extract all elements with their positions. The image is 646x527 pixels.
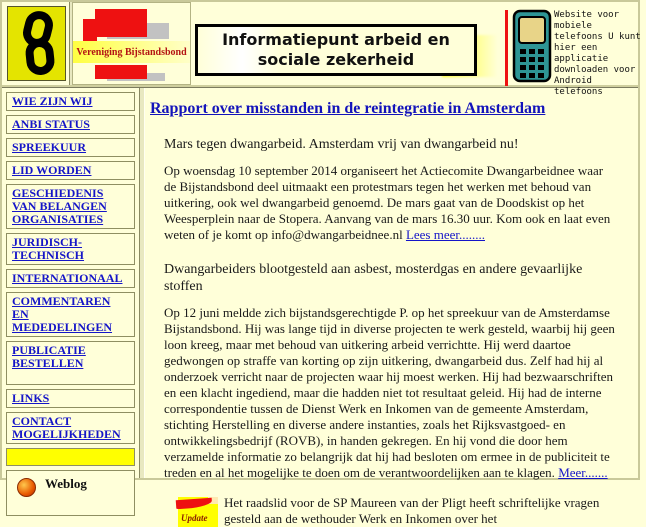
org-name: Vereniging Bijstandsbond xyxy=(76,46,187,58)
mobile-site-panel xyxy=(510,2,641,97)
update-graphic-swoosh xyxy=(176,498,213,509)
chain-icon xyxy=(8,67,65,84)
post1-text: Op woensdag 10 september 2014 organiseert het Actiecomite Dwangarbeidnee waar de Bijstandsbond deel uitmaakt een protestmars tegen het werken met behoud van uitkering, ook wel dwangarbeid genoemd. De mars gaat van de Doodskist op het Weesperplein naar de Stopera. Aanvang van de mars 16.30 uur. Kom ook en laat even weten of je komt op info@dwangarbeidnee.nl xyxy=(164,163,611,242)
weblog-icon xyxy=(17,478,36,497)
org-name-band xyxy=(73,41,190,63)
sidebar-item-lid-worden[interactable] xyxy=(6,161,135,180)
sidebar-item-wie-zijn-wij[interactable] xyxy=(6,92,135,111)
sidebar-item-links[interactable] xyxy=(6,389,135,408)
sidebar-link[interactable]: JURIDISCH-TECHNISCH xyxy=(12,235,85,262)
post2-body xyxy=(164,305,616,481)
weblog-label: Weblog xyxy=(45,476,87,491)
sidebar-item-internationaal[interactable] xyxy=(6,269,135,288)
sidebar-link[interactable]: LINKS xyxy=(12,391,50,405)
header xyxy=(2,2,641,97)
mobile-phone-icon[interactable] xyxy=(512,9,552,88)
sidebar-item-contact[interactable] xyxy=(6,412,135,444)
sidebar-link[interactable]: GESCHIEDENIS VAN BELANGEN ORGANISATIES xyxy=(12,186,107,226)
post3-text: Het raadslid voor de SP Maureen van der Pligt heeft schriftelijke vragen gesteld aan de wethouder Werk en Inkomen over het xyxy=(224,495,600,526)
update-graphic-label: Update xyxy=(181,513,208,523)
sidebar-item-publicatie-bestellen[interactable] xyxy=(6,341,135,385)
sidebar-item-commentaren[interactable] xyxy=(6,292,135,337)
yellow-spacer-box xyxy=(6,448,135,466)
sidebar-item-geschiedenis[interactable] xyxy=(6,184,135,229)
logo-frame xyxy=(2,2,69,85)
banner-red-shape xyxy=(95,9,147,37)
title-frame xyxy=(192,2,504,85)
post1-title: Mars tegen dwangarbeid. Amsterdam vrij van dwangarbeid nu! xyxy=(164,137,519,152)
site-title-box xyxy=(195,24,477,76)
banner-red-shape-bottom xyxy=(95,65,147,79)
red-divider-decoration xyxy=(505,10,508,86)
post3-body xyxy=(164,495,616,527)
post2-meer-link[interactable]: Meer....... xyxy=(558,465,608,480)
sidebar-link[interactable]: INTERNATIONAAL xyxy=(12,271,123,285)
sidebar-link[interactable]: WIE ZIJN WIJ xyxy=(12,94,93,108)
sidebar-item-weblog[interactable] xyxy=(6,470,135,516)
sidebar-item-juridisch-technisch[interactable] xyxy=(6,233,135,265)
sidebar-item-spreekuur[interactable] xyxy=(6,138,135,157)
update-graphic[interactable] xyxy=(178,497,218,527)
org-banner xyxy=(72,2,191,85)
banner-red-shape-small xyxy=(83,19,97,41)
post1-lees-meer-link[interactable]: Lees meer........ xyxy=(405,227,485,242)
post1-body xyxy=(164,163,616,243)
sidebar-nav xyxy=(2,88,139,491)
sidebar-link[interactable]: COMMENTAREN EN MEDEDELINGEN xyxy=(12,294,113,334)
site-title-line1: Informatiepunt arbeid en xyxy=(222,30,450,49)
post2-text: Op 12 juni meldde zich bijstandsgerechtigde P. op het spreekuur van de Amsterdamse Bijstandsbond. Hij was lange tijd in diverse projecten te werk gesteld, waarbij hij geen loon kreeg, maar met behoud van uitkering arbeid verrichtte. Hij werd daartoe gedwongen op straffe van korting op zijn uitkering, dwangarbeid dus. Zelf had hij al onderzoek verricht naar de projecten waar hij moest werken. Hij had bezwaarschriften en een klacht ingediend, maar die hadden niet tot resultaat geleid. Hij had de interne correspondentie tussen de Dienst Werk en Inkomen van de gemeente Amsterdam, stichting Herstelling en diverse andere instanties, zoals het Rijksvastgoed- en ontwikkelingsbedrijf (ROVB), in handen gekregen. En hij vond die door hem verzamelde informatie zo belangrijk dat hij had besloten om ermee in de publiciteit te treden en al het mogelijke te doen om de verantwoordelijken aan te klagen. xyxy=(164,305,615,480)
site-title-line2: sociale zekerheid xyxy=(257,50,415,69)
sidebar-link[interactable]: LID WORDEN xyxy=(12,163,92,177)
post2-title: Dwangarbeiders blootgesteld aan asbest, mosterdgas en andere gevaarlijke stoffen xyxy=(164,262,583,294)
sidebar-item-anbi-status[interactable] xyxy=(6,115,135,134)
sidebar-link[interactable]: SPREEKUUR xyxy=(12,140,87,154)
headline-link[interactable]: Rapport over misstanden in de reintegratie in Amsterdam xyxy=(150,100,546,117)
main-content xyxy=(143,88,638,526)
bijstandsbond-chain-logo[interactable] xyxy=(7,6,66,81)
sidebar-link[interactable]: CONTACT MOGELIJKHEDEN xyxy=(12,414,121,441)
mobile-site-note: Website voor mobiele telefoons U kunt hier een applicatie downloaden voor Android telefoons xyxy=(554,10,641,97)
sidebar-link[interactable]: ANBI STATUS xyxy=(12,117,90,131)
sidebar-link[interactable]: PUBLICATIE BESTELLEN xyxy=(12,343,86,370)
